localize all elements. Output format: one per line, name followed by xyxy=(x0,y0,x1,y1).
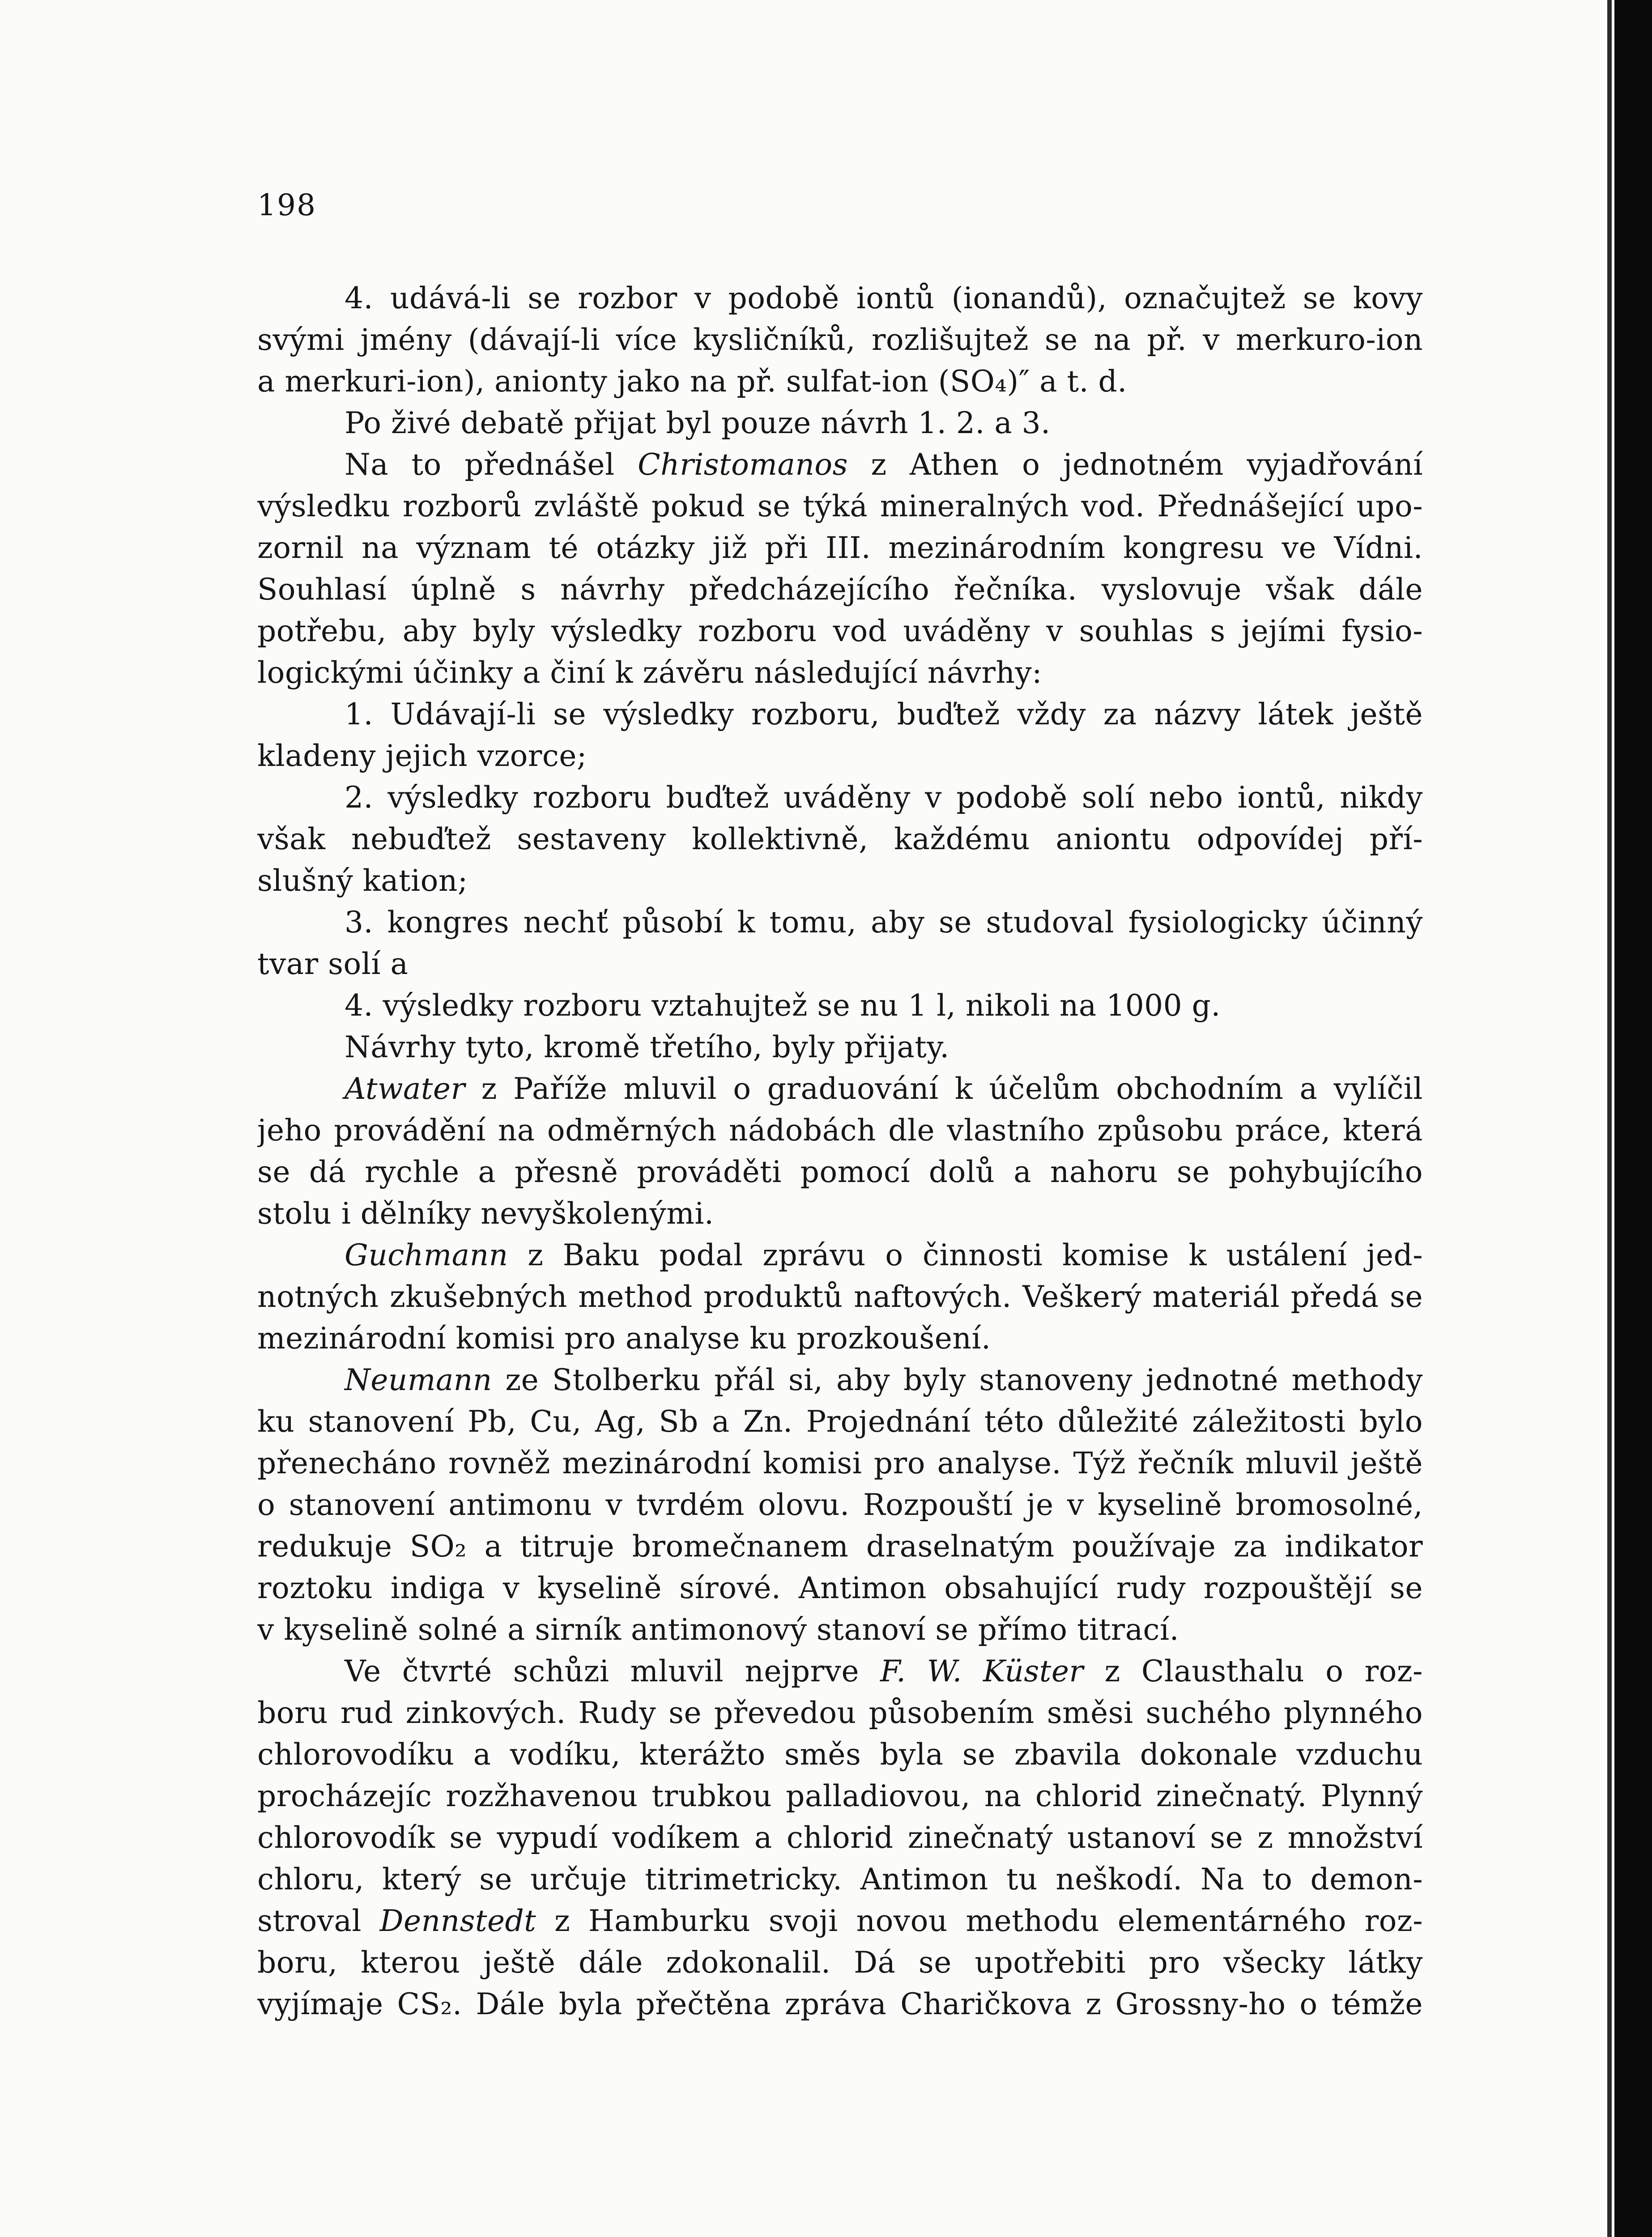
text-line: tvar solí a xyxy=(257,947,409,981)
page-number: 198 xyxy=(257,188,316,222)
text-line-prefix: Ve čtvrté schůzi mluvil nejprve xyxy=(345,1654,881,1688)
text-line xyxy=(257,1900,1423,1942)
text-line xyxy=(257,1359,1423,1401)
text-line: kladeny jejich vzorce; xyxy=(257,739,587,773)
text-line: 3. kongres nechť působí k tomu, aby se studoval fysiologicky účinný xyxy=(345,905,1423,940)
body-text xyxy=(257,277,1423,2025)
text-line: Návrhy tyto, kromě třetího, byly přijaty. xyxy=(345,1030,949,1064)
text-line: chloru, který se určuje titrimetricky. Antimon tu neškodí. Na to demon- xyxy=(257,1862,1423,1897)
text-line: Souhlasí úplně s návrhy předcházejícího řečníka. vyslovuje však dále xyxy=(257,572,1423,607)
text-line-prefix: stroval xyxy=(257,1904,380,1938)
scan-edge-border xyxy=(1614,0,1652,2237)
text-line xyxy=(257,1650,1423,1692)
text-line: svými jmény (dávají-li více kysličníků, rozlišujtež se na př. v merkuro-ion xyxy=(257,323,1423,357)
text-line: roztoku indiga v kyselině sírové. Antimon obsahující rudy rozpouštějí se xyxy=(257,1571,1423,1605)
text-line: vyjímaje CS₂. Dále byla přečtěna zpráva Charičkova z Grossny-ho o témže xyxy=(257,1987,1423,2021)
text-line: boru, kterou ještě dále zdokonalil. Dá se upotřebiti pro všecky látky xyxy=(257,1945,1423,1980)
text-line: výsledku rozborů zvláště pokud se týká mineralných vod. Přednášející upo- xyxy=(257,489,1423,523)
text-line: se dá rychle a přesně prováděti pomocí dolů a nahoru se pohybujícího xyxy=(257,1155,1423,1189)
text-line: mezinárodní komisi pro analyse ku prozkoušení. xyxy=(257,1321,991,1356)
text-line: notných zkušebných method produktů naftových. Veškerý materiál předá se xyxy=(257,1280,1423,1314)
text-line: chlorovodík se vypudí vodíkem a chlorid zinečnatý ustanoví se z množství xyxy=(257,1820,1423,1855)
text-line: zornil na význam té otázky již při III. mezinárodním kongresu ve Vídni. xyxy=(257,531,1423,565)
text-line: potřebu, aby byly výsledky rozboru vod uváděny v souhlas s jejími fysio- xyxy=(257,614,1423,648)
text-line: 1. Udávají-li se výsledky rozboru, buďtež vždy za názvy látek ještě xyxy=(345,697,1423,731)
text-line: přenecháno rovněž mezinárodní komisi pro analyse. Týž řečník mluvil ještě xyxy=(257,1446,1423,1480)
text-line: však nebuďtež sestaveny kollektivně, každému aniontu odpovídej pří- xyxy=(257,822,1423,856)
person-name: Atwater xyxy=(345,1072,465,1106)
text-line: 2. výsledky rozboru buďtež uváděny v podobě solí nebo iontů, nikdy xyxy=(345,780,1423,815)
text-line xyxy=(257,1234,1423,1276)
text-line-suffix: z Athen o jednotném vyjadřování xyxy=(847,447,1423,482)
text-line-suffix: z Baku podal zprávu o činnosti komise k ustálení jed- xyxy=(508,1238,1423,1272)
text-line-suffix: z Paříže mluvil o graduování k účelům obchodním a vylíčil xyxy=(465,1072,1423,1106)
text-line: v kyselině solné a sirník antimonový stanoví se přímo titrací. xyxy=(257,1612,1179,1647)
text-line: Po živé debatě přijat byl pouze návrh 1. 2. a 3. xyxy=(345,406,1051,440)
text-line: stolu i dělníky nevyškolenými. xyxy=(257,1196,714,1231)
text-line: slušný kation; xyxy=(257,863,468,898)
scan-edge-inner xyxy=(1607,0,1612,2237)
text-line: jeho provádění na odměrných nádobách dle vlastního způsobu práce, která xyxy=(257,1113,1423,1148)
text-line: redukuje SO₂ a titruje bromečnanem draselnatým používaje za indikator xyxy=(257,1529,1423,1564)
text-line: 4. výsledky rozboru vztahujtež se nu 1 l, nikoli na 1000 g. xyxy=(345,988,1221,1023)
text-line: o stanovení antimonu v tvrdém olovu. Rozpouští je v kyselině bromosolné, xyxy=(257,1488,1423,1522)
text-line: chlorovodíku a vodíku, kterážto směs byla se zbavila dokonale vzduchu xyxy=(257,1737,1423,1772)
person-name: Guchmann xyxy=(345,1238,508,1272)
person-name: Christomanos xyxy=(638,447,848,482)
text-line: 4. udává-li se rozbor v podobě iontů (ionandů), označujtež se kovy xyxy=(345,281,1423,315)
text-line-suffix: z Hamburku svoji novou methodu elementárného roz- xyxy=(536,1904,1423,1938)
text-line xyxy=(257,444,1423,485)
person-name: F. W. Küster xyxy=(880,1654,1084,1688)
text-line-prefix: Na to přednášel xyxy=(345,447,638,482)
text-line: ku stanovení Pb, Cu, Ag, Sb a Zn. Projednání této důležité záležitosti bylo xyxy=(257,1404,1423,1439)
person-name: Dennstedt xyxy=(379,1904,536,1938)
text-line: a merkuri-ion), anionty jako na př. sulfat-ion (SO₄)″ a t. d. xyxy=(257,364,1127,399)
text-line: logickými účinky a činí k závěru následující návrhy: xyxy=(257,655,1042,690)
text-line-suffix: z Clausthalu o roz- xyxy=(1083,1654,1423,1688)
text-line: boru rud zinkových. Rudy se převedou působením směsi suchého plynného xyxy=(257,1696,1423,1730)
text-line xyxy=(257,1068,1423,1110)
person-name: Neumann xyxy=(345,1363,492,1397)
text-line: procházejíc rozžhavenou trubkou palladiovou, na chlorid zinečnatý. Plynný xyxy=(257,1779,1423,1813)
text-line-suffix: ze Stolberku přál si, aby byly stanoveny jednotné methody xyxy=(492,1363,1423,1397)
